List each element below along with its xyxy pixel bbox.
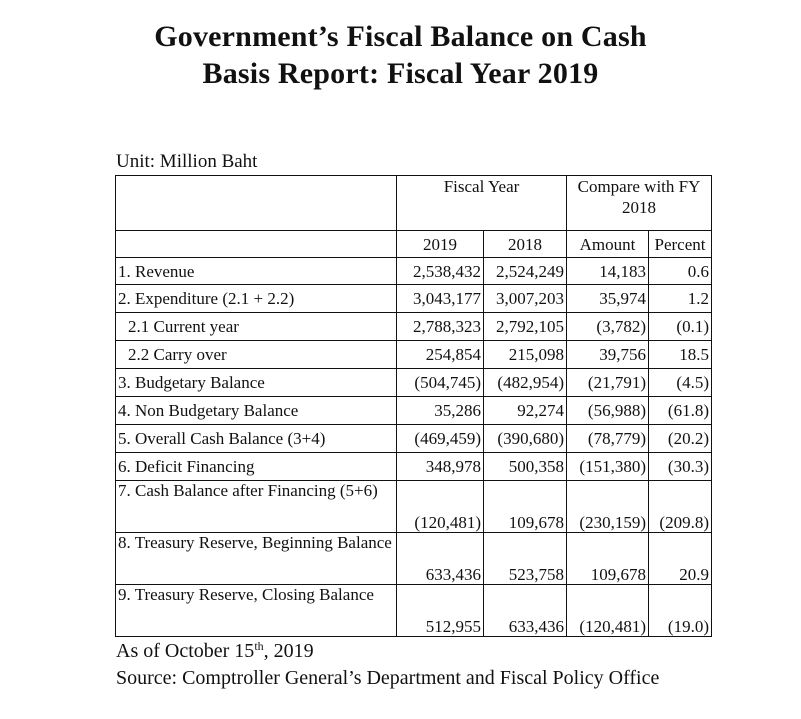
row-label: 7. Cash Balance after Financing (5+6) (116, 481, 397, 533)
row-label: 1. Revenue (116, 258, 397, 285)
compare-amount: (21,791) (567, 369, 649, 397)
unit-label: Unit: Million Baht (116, 151, 258, 172)
table-row (116, 481, 712, 533)
value-2018: (390,680) (484, 425, 567, 453)
value-2018: 2,524,249 (484, 258, 567, 285)
value-2019: 633,436 (397, 533, 484, 585)
value-2019: 512,955 (397, 585, 484, 637)
value-2019: 348,978 (397, 453, 484, 481)
value-2018: 523,758 (484, 533, 567, 585)
value-2019: 2,788,323 (397, 313, 484, 341)
value-2019: 35,286 (397, 397, 484, 425)
value-2018: (482,954) (484, 369, 567, 397)
compare-percent: (19.0) (649, 585, 712, 637)
value-2019: (120,481) (397, 481, 484, 533)
header-fiscal-year: Fiscal Year (397, 176, 567, 231)
row-label: 9. Treasury Reserve, Closing Balance (116, 585, 397, 637)
value-2018: 92,274 (484, 397, 567, 425)
value-2018: 3,007,203 (484, 285, 567, 313)
compare-amount: 109,678 (567, 533, 649, 585)
row-label: 2.1 Current year (116, 313, 397, 341)
value-2018: 2,792,105 (484, 313, 567, 341)
compare-percent: 18.5 (649, 341, 712, 369)
value-2019: 3,043,177 (397, 285, 484, 313)
header-amount: Amount (567, 231, 649, 258)
compare-amount: (3,782) (567, 313, 649, 341)
compare-percent: (209.8) (649, 481, 712, 533)
value-2019: (504,745) (397, 369, 484, 397)
value-2019: 2,538,432 (397, 258, 484, 285)
compare-amount: 39,756 (567, 341, 649, 369)
value-2018: 500,358 (484, 453, 567, 481)
report-title-line-2: Basis Report: Fiscal Year 2019 (202, 57, 599, 90)
compare-amount: (56,988) (567, 397, 649, 425)
row-label: 3. Budgetary Balance (116, 369, 397, 397)
header-year-2019: 2019 (397, 231, 484, 258)
row-label: 6. Deficit Financing (116, 453, 397, 481)
compare-amount: (151,380) (567, 453, 649, 481)
value-2018: 215,098 (484, 341, 567, 369)
table-row (116, 258, 712, 285)
compare-percent: 1.2 (649, 285, 712, 313)
compare-amount: (78,779) (567, 425, 649, 453)
table-row (116, 425, 712, 453)
header-blank-cell (116, 176, 397, 231)
row-label: 2.2 Carry over (116, 341, 397, 369)
compare-amount: 35,974 (567, 285, 649, 313)
value-2018: 633,436 (484, 585, 567, 637)
compare-amount: (120,481) (567, 585, 649, 637)
compare-amount: 14,183 (567, 258, 649, 285)
row-label: 2. Expenditure (2.1 + 2.2) (116, 285, 397, 313)
table-header-row (116, 176, 712, 231)
table-row (116, 285, 712, 313)
subheader-blank-cell (116, 231, 397, 258)
compare-percent: (4.5) (649, 369, 712, 397)
compare-percent: (0.1) (649, 313, 712, 341)
table-row (116, 585, 712, 637)
table-row (116, 453, 712, 481)
report-title (0, 18, 801, 92)
report-title-line-1: Government’s Fiscal Balance on Cash (154, 20, 647, 53)
fiscal-balance-table (115, 175, 712, 637)
compare-amount: (230,159) (567, 481, 649, 533)
compare-percent: 0.6 (649, 258, 712, 285)
table-row (116, 397, 712, 425)
as-of-prefix: As of October 15 (116, 640, 255, 662)
table-row (116, 369, 712, 397)
source-note: Source: Comptroller General’s Department and Fiscal Policy Office (116, 667, 660, 689)
header-compare: Compare with FY 2018 (567, 176, 712, 231)
value-2019: (469,459) (397, 425, 484, 453)
table-row (116, 533, 712, 585)
compare-percent: (30.3) (649, 453, 712, 481)
compare-percent: 20.9 (649, 533, 712, 585)
compare-percent: (61.8) (649, 397, 712, 425)
row-label: 5. Overall Cash Balance (3+4) (116, 425, 397, 453)
header-percent: Percent (649, 231, 712, 258)
row-label: 8. Treasury Reserve, Beginning Balance (116, 533, 397, 585)
as-of-ordinal: th (254, 639, 264, 653)
compare-percent: (20.2) (649, 425, 712, 453)
value-2019: 254,854 (397, 341, 484, 369)
row-label: 4. Non Budgetary Balance (116, 397, 397, 425)
table-row (116, 341, 712, 369)
table-row (116, 313, 712, 341)
as-of-date (116, 638, 314, 664)
header-year-2018: 2018 (484, 231, 567, 258)
as-of-suffix: , 2019 (263, 640, 314, 662)
value-2018: 109,678 (484, 481, 567, 533)
table-subheader-row (116, 231, 712, 258)
